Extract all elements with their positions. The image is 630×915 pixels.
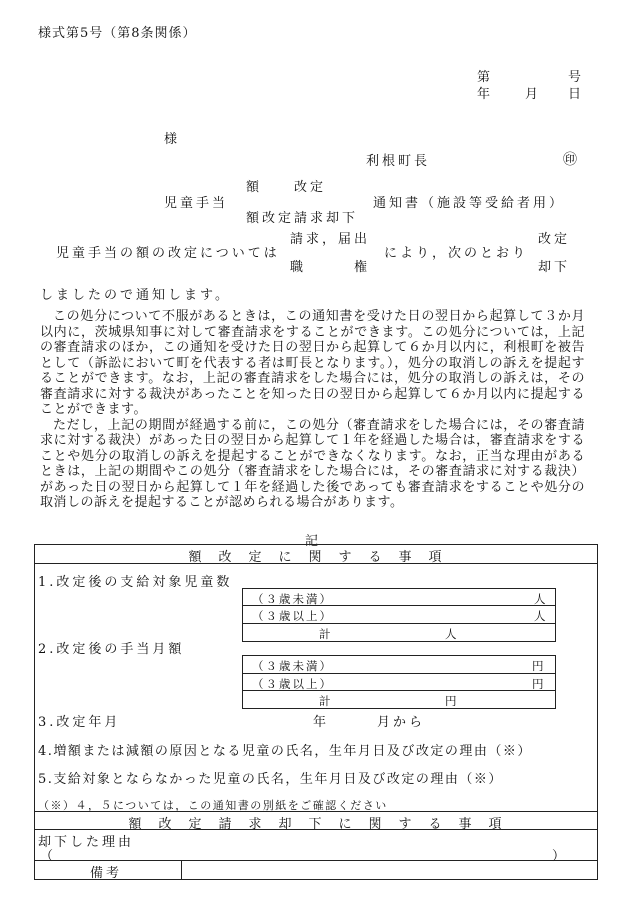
title-line2: 額改定請求却下 <box>246 211 359 226</box>
item4-label: 4.増額または減額の原因となる児童の氏名，生年月日及び改定の理由（※） <box>38 744 532 759</box>
item2-label: 2.改定後の手当月額 <box>38 642 185 657</box>
reason-top: 請求，届出 <box>290 232 371 247</box>
number-prefix: 第 <box>477 70 491 85</box>
notice-text <box>40 309 585 511</box>
item3-label: 3.改定年月 <box>38 715 121 730</box>
reason-right-bottom: 却下 <box>538 260 571 275</box>
footnote: （※）４，５については，この通知書の別紙をご確認ください <box>38 799 388 812</box>
title-prefix: 児童手当 <box>164 196 229 211</box>
amount-total-unit: 円 <box>445 694 459 708</box>
issuer-name: 利根町長 <box>366 154 431 169</box>
reason-prefix: 児童手当の額の改定については <box>56 246 280 261</box>
form-label: 様式第5号（第8条関係） <box>38 26 197 41</box>
amount-row-over3-unit: 円 <box>532 677 546 691</box>
notice-paragraph-1: この処分について不服があるときは，この通知書を受けた日の翌日から起算して３か月以内に，茨城県知事に対して審査請求をすることができます。この処分については，上記の審査請求のほか，この通知を受けた日の翌日から起算して６か月以内に，利根町を被告として（訴訟において町を代表する者は町長となります。），処分の取消しの訴えを提起することができます。なお，上記の審査請求をした場合には，処分の取消しの訴えは，その審査請求に対する裁決があったことを知った日の翌日から起算して６か月以内に提起することができます。 <box>40 309 585 417</box>
divider <box>34 811 598 812</box>
amount-row-under3-unit: 円 <box>532 659 546 673</box>
addressee-suffix: 様 <box>164 132 178 147</box>
amount-row-under3-label: （３歳未満） <box>252 659 333 673</box>
count-row-over3-label: （３歳以上） <box>252 609 333 623</box>
item3-value: 年 月から <box>313 715 426 730</box>
divider <box>34 563 598 564</box>
title-line1: 額 改定 <box>246 180 327 195</box>
divider <box>34 829 598 830</box>
paren-close: ） <box>552 849 566 864</box>
date-day: 日 <box>568 87 582 102</box>
count-row-under3-unit: 人 <box>534 592 548 606</box>
divider <box>181 860 182 880</box>
count-row-over3-unit: 人 <box>534 609 548 623</box>
number-suffix: 号 <box>568 70 582 85</box>
seal-mark: ㊞ <box>563 152 577 168</box>
count-row-under3-label: （３歳未満） <box>252 592 333 606</box>
section2-heading: 額 改 定 請 求 却 下 に 関 す る 事 項 <box>128 817 504 832</box>
amount-row-over3-label: （３歳以上） <box>252 677 333 691</box>
reason-middle: により，次のとおり <box>384 246 529 261</box>
item5-label: 5.支給対象とならなかった児童の氏名，生年月日及び改定の理由（※） <box>38 772 503 787</box>
title-suffix: 通知書（施設等受給者用） <box>373 196 566 211</box>
remarks-label: 備考 <box>90 866 123 881</box>
date-month: 月 <box>525 87 539 102</box>
reason-end: しましたので通知します。 <box>40 288 231 303</box>
reason-bottom: 職 権 <box>290 260 371 275</box>
reason-right-top: 改定 <box>538 232 571 247</box>
item1-label: 1.改定後の支給対象児童数 <box>38 575 233 590</box>
ki-mark: 記 <box>305 534 319 549</box>
divider <box>34 860 598 861</box>
count-total-unit: 人 <box>445 627 459 641</box>
date-year: 年 <box>477 87 491 102</box>
count-total-label: 計 <box>319 627 333 641</box>
amount-total-label: 計 <box>319 694 333 708</box>
paren-open: （ <box>40 849 54 864</box>
notice-paragraph-2: ただし，上記の期間が経過する前に，この処分（審査請求をした場合には，その審査請求に対する裁決）があった日の翌日から起算して１年を経過した場合は，審査請求をすることや処分の取消しの訴えを提起することができなくなります。なお，正当な理由があるときは，上記の期間やこの処分（審査請求をした場合には，その審査請求に対する裁決）があった日の翌日から起算して１年を経過した後であっても審査請求をすることや処分の取消しの訴えを提起することが認められる場合があります。 <box>40 417 585 510</box>
rejection-reason-label: 却下した理由 <box>38 835 135 850</box>
section1-heading: 額 改 定 に 関 す る 事 項 <box>188 550 444 565</box>
